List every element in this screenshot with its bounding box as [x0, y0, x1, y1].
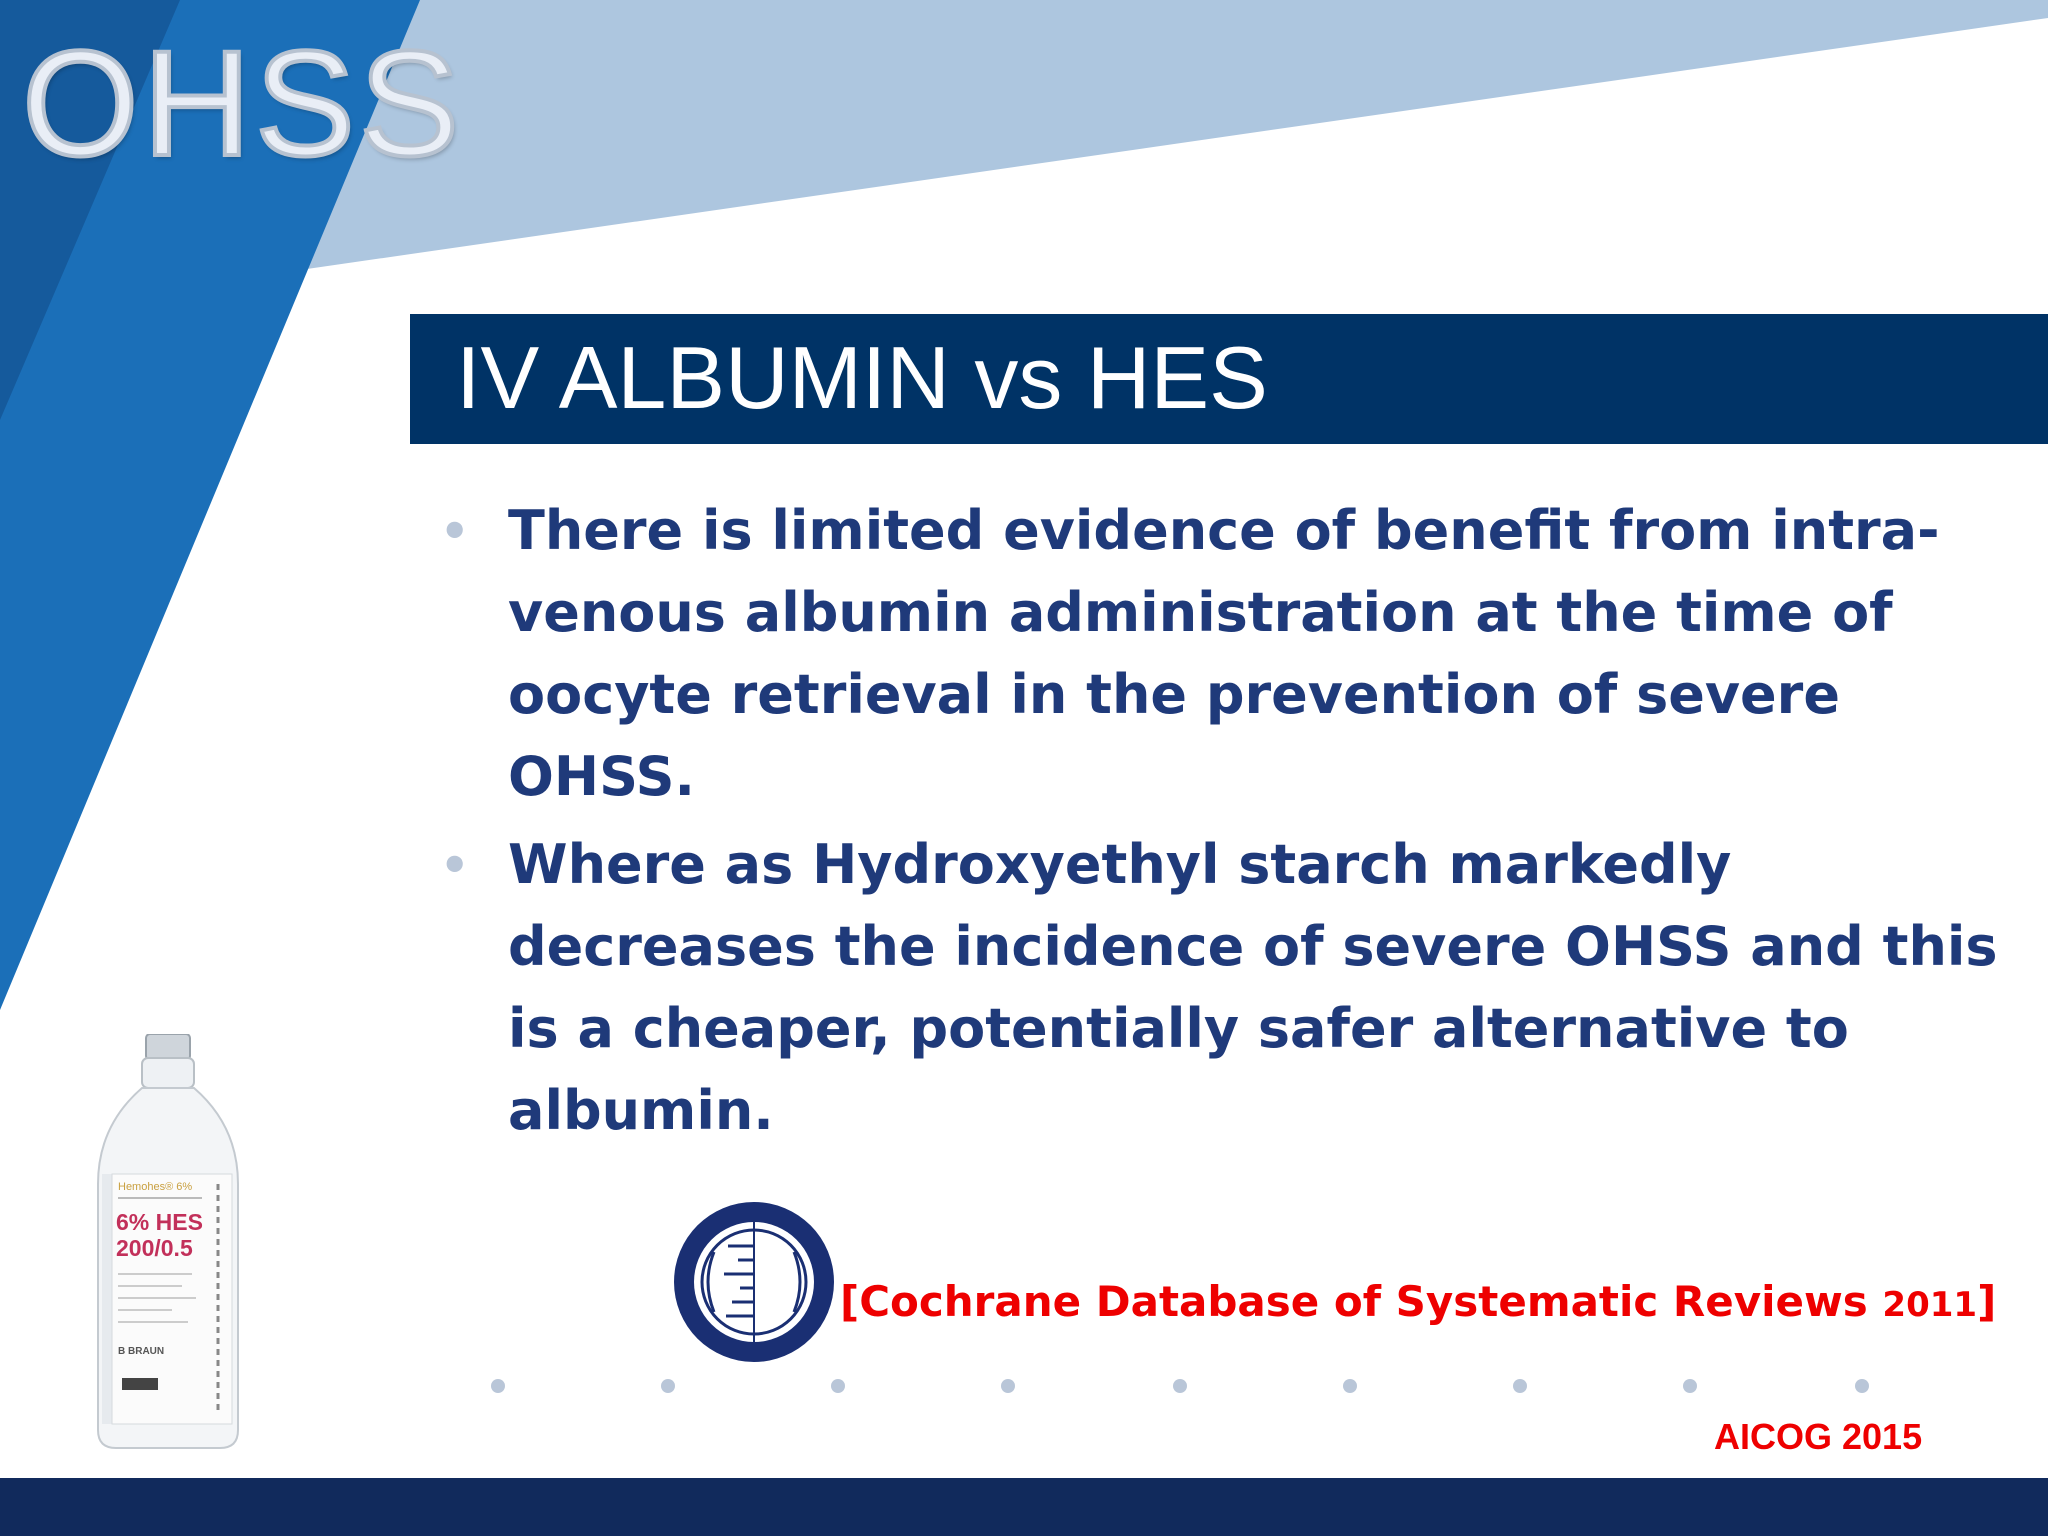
- bottle-brand: Hemohes® 6%: [118, 1181, 193, 1193]
- bottle-maker: B BRAUN: [118, 1346, 165, 1357]
- bottle-line2: 200/0.5: [116, 1235, 193, 1261]
- bullet-marker: •: [440, 838, 470, 892]
- citation-year: 2011: [1882, 1285, 1978, 1325]
- bullet-item: [440, 490, 2010, 818]
- bullet-text: Where as Hydroxyethyl starch markedly decreases the incidence of severe OHSS and this is a cheaper, potentially safer alternative to albumin.: [508, 833, 1998, 1142]
- event-label: AICOG 2015: [1714, 1416, 1923, 1457]
- ohss-watermark: OHSS: [22, 19, 464, 187]
- cochrane-logo-icon: [668, 1196, 840, 1368]
- citation: [840, 1274, 1996, 1333]
- bullet-list: [440, 490, 2010, 1158]
- bullet-item: [440, 824, 2010, 1152]
- hes-bottle-image: [92, 1034, 244, 1452]
- bullet-text: There is limited evidence of benefit from intra-venous albumin administration at the time of oocyte retrieval in the prevention of severe OHSS.: [508, 499, 1940, 808]
- citation-text: Cochrane Database of Systematic Reviews: [859, 1277, 1883, 1326]
- title-bar: [410, 314, 2048, 444]
- citation-close: ]: [1977, 1277, 1997, 1326]
- slide-title: IV ALBUMIN vs HES: [456, 328, 1268, 427]
- bottle-line1: 6% HES: [116, 1209, 203, 1235]
- bullet-marker: •: [440, 504, 470, 558]
- footer-bar: [0, 1478, 2048, 1536]
- citation-open: [: [840, 1277, 860, 1326]
